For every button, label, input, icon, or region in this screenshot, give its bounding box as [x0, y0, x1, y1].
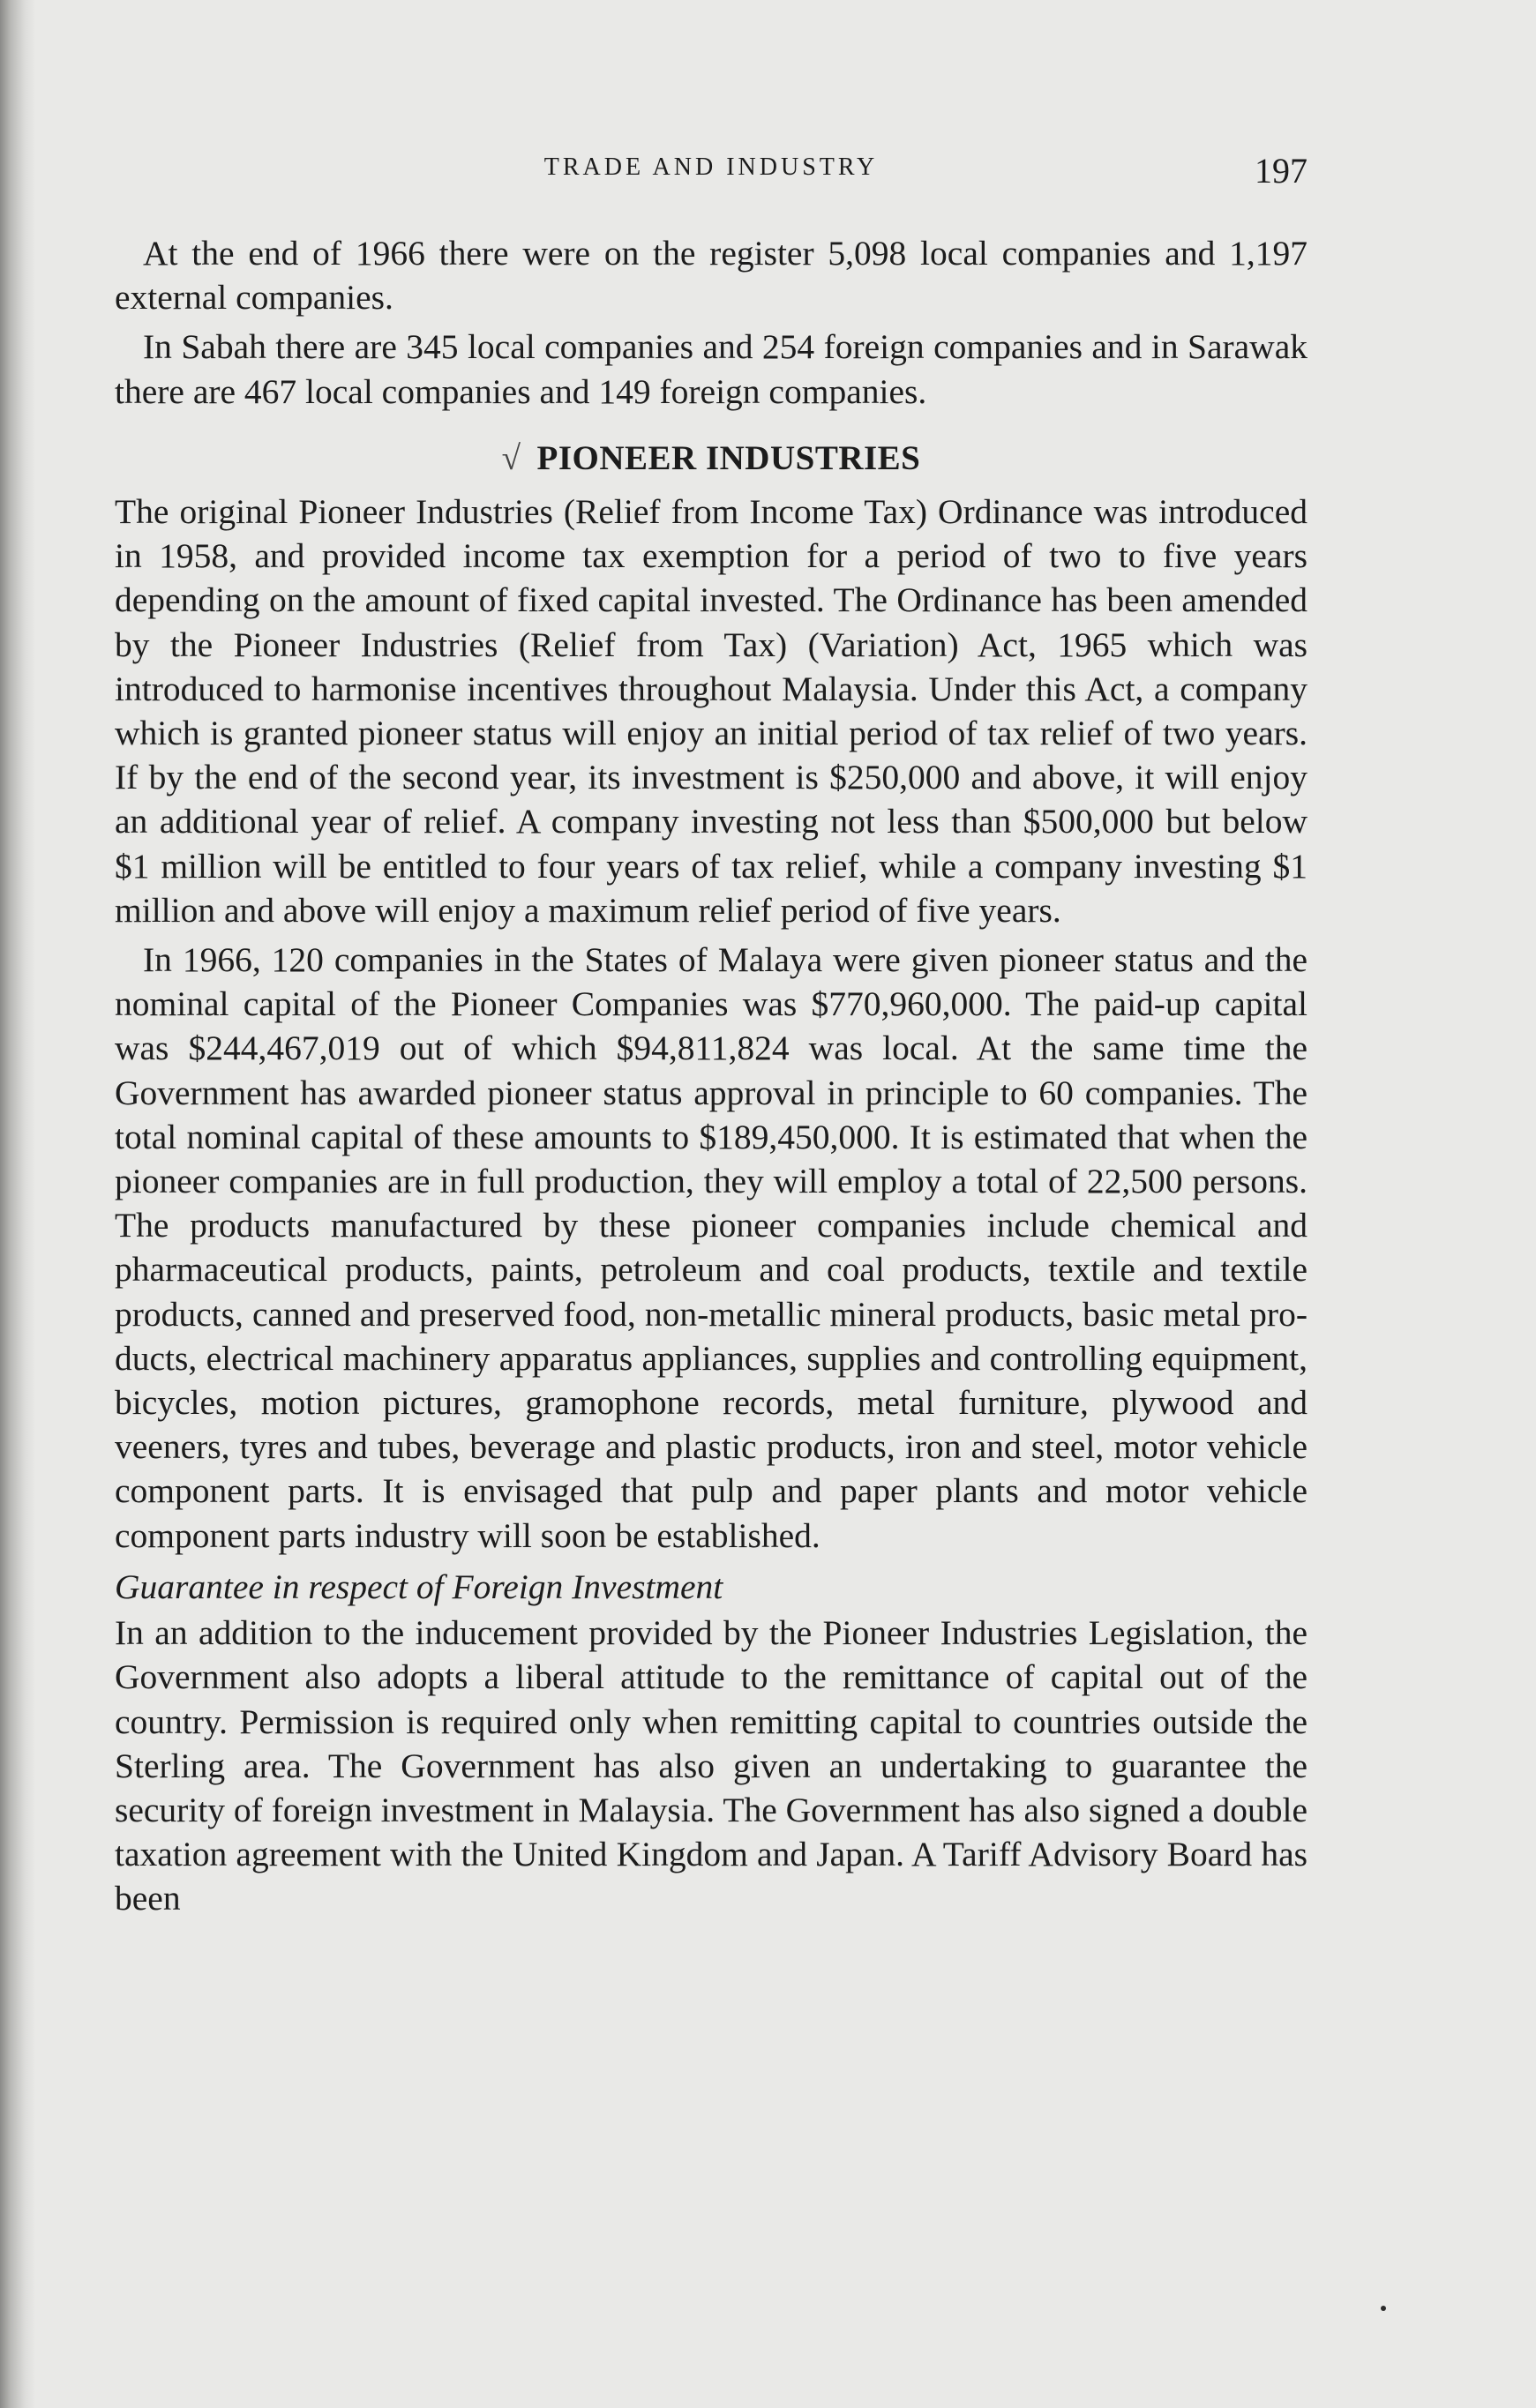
check-mark-icon: √ [501, 438, 521, 477]
page-body [115, 231, 1307, 1926]
paragraph-register-companies: At the end of 1966 there were on the register 5,098 local companies and 1,197 external companies. [115, 234, 1307, 318]
section-heading-text: PIONEER INDUSTRIES [536, 438, 921, 477]
scan-speck [1381, 2306, 1386, 2311]
page-number: 197 [1255, 151, 1307, 191]
paragraph-sabah-sarawak: In Sabah there are 345 local companies and 254 foreign companies and in Sarawak there are 467 local companies and 149 foreign companies. [115, 327, 1307, 411]
subheading-foreign-investment: Guarantee in respect of Foreign Investment [115, 1567, 723, 1606]
running-head [115, 150, 1307, 194]
paragraph-pioneer-1966: In 1966, 120 companies in the States of Malaya were given pioneer status and the nominal capital of the Pioneer Companies was $770,960,000. The paid-up capital was $244,467,019 out of which $94,811,824 was local. At the same time the Government has awarded pioneer status approval in principle to 60 companies. The total nominal capital of these amounts to $189,450,000. It is estimated that when the pioneer companies are in full production, they will employ a total of 22,500 persons. The products manufactured by these pioneer companies include chemical and pharmaceutical products, paints, petroleum and coal products, textile and textile products, canned and preserved food, non-metallic mineral products, basic metal products, electrical machinery apparatus appliances, supplies and controlling equipment, bicycles, motion pictures, gramophone records, metal furniture, plywood and veeners, tyres and tubes, beverage and plastic products, iron and steel, motor vehicle component parts. It is envisaged that pulp and paper plants and motor vehicle component parts industry will soon be established. [115, 940, 1307, 1555]
section-heading-pioneer-industries [115, 437, 1307, 481]
page-gutter-shadow [0, 0, 35, 2408]
paragraph-foreign-investment: In an addition to the inducement provided by the Pioneer Industries Legislation, the Government also adopts a liberal attitude to the remittance of capital out of the country. Permission is required only when remitting capital to countries outside the Sterling area. The Government has also given an undertaking to guarantee the security of foreign investment in Malaysia. The Government has also signed a double taxation agreement with the United Kingdom and Japan. A Tariff Advisory Board has been [115, 1613, 1307, 1918]
paragraph-pioneer-ordinance: The original Pioneer Industries (Relief from Income Tax) Ordinance was introduced in 1958, and provided income tax exemption for a period of two to five years depending on the amount of fixed capital invested. The Ordinance has been amended by the Pioneer Industries (Relief from Tax) (Variation) Act, 1965 which was introduced to harmonise incentives throughout Malaysia. Under this Act, a company which is granted pioneer status will enjoy an initial period of tax relief of two years. If by the end of the second year, its investment is $250,000 and above, it will enjoy an additional year of relief. A company investing not less than $500,000 but below $1 million will be entitled to four years of tax relief, while a company investing $1 million and above will enjoy a maximum relief period of five years. [115, 492, 1307, 930]
running-title: TRADE AND INDUSTRY [543, 153, 879, 181]
